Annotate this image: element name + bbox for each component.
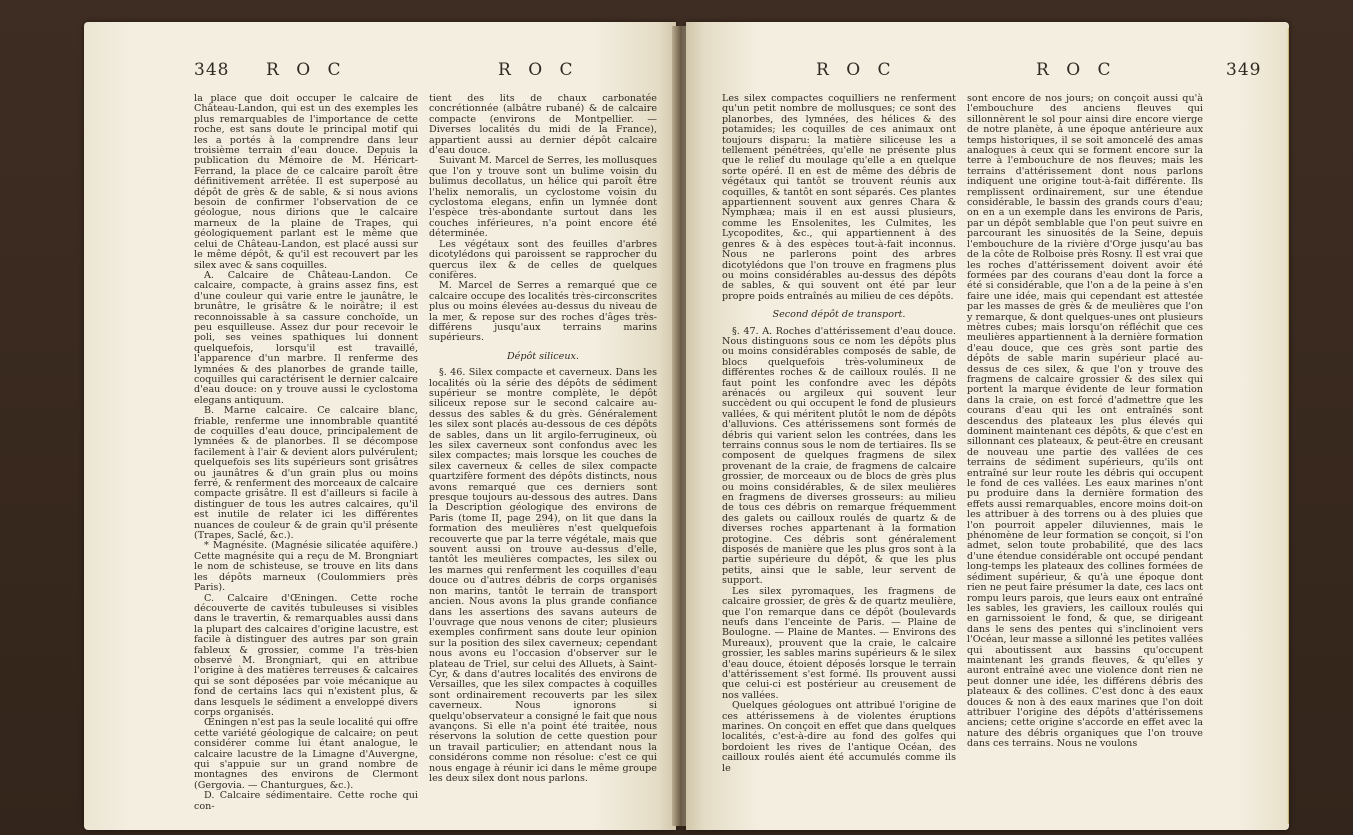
left-page-column-2	[429, 94, 657, 784]
paragraph: C. Calcaire d'Œningen. Cette roche découverte de cavités tubuleuses si visibles dans le travertin, & remarquables aussi dans la plupart des calcaires d'origine lacustre, est facile à distinguer des autres par son grain fableux & grossier, comme l'a très-bien observé M. Brongniart, qui en attribue l'origine à des matières terreuses & calcaires qui se sont déposées par voie mécanique au fond de certains lacs qui n'existent plus, & dans lesquels le sédiment a enveloppé divers corps organisés.	[194, 592, 418, 718]
right-page-header	[686, 60, 1289, 90]
section-heading: Dépôt siliceux.	[506, 350, 579, 362]
paragraph: B. Marne calcaire. Ce calcaire blanc, friable, renferme une innombrable quantité de coquilles d'eau douce, principalement de lymnées & de planorbes. Il se décompose facilement à l'air & devient alors pulvérulent; quelquefois ses lits supérieurs sont grisâtres ou jaunâtres & d'un grain plus ou moins ferré, & renferment des morceaux de calcaire compacte grisâtre. Il est d'ailleurs si facile à distinguer de tous les autres calcaires, qu'il est inutile de relater ici les différentes nuances de couleur & de grain qu'il présente (Trapes, Saclé, &c.).	[194, 405, 418, 542]
paragraph: * Magnésite. (Magnésie silicatée aquifère.) Cette magnésite qui a reçu de M. Brongniart le nom de schisteuse, se trouve en lits dans les dépôts marneux (Coulommiers près Paris).	[194, 540, 418, 594]
paragraph: tient des lits de chaux carbonatée concrétionnée (albâtre rubané) & de calcaire compacte (environs de Montpellier. — Diverses localités du midi de la France), appartient aussi au dernier dépôt calcaire d'eau douce.	[429, 93, 657, 157]
paragraph: D. Calcaire sédimentaire. Cette roche qui con-	[194, 790, 418, 812]
right-page-column-2	[967, 94, 1203, 750]
paragraph: §. 47. A. Roches d'attérissement d'eau douce. Nous distinguons sous ce nom les dépôts plus ou moins considérables composés de sable, de blocs quelquefois très-volumineux de différentes roches & de cailloux roulés. Il ne faut point les confondre avec les dépôts arénacés ou argileux qui souvent leur succèdent ou qui occupent le fond de plusieurs vallées, & qui méritent plutôt le nom de dépôts d'alluvions. Ces attérissemens sont formés de débris qui varient selon les contrées, dans les terrains connus sous le nom de tertiaires. Ils se composent de quelques fragmens de silex provenant de la craie, de fragmens de calcaire grossier, de morceaux ou de blocs de grès plus ou moins considérables, & de silex meulières en fragmens de diverses grosseurs: au milieu de tous ces débris on remarque fréquemment des galets ou cailloux roulés de quartz & de diverses roches appartenant à la formation protogine. Ces débris sont généralement disposés de manière que les plus gros sont à la partie supérieure du dépôt, & que les plus petits, ainsi que le sable, leur servent de support.	[722, 325, 956, 587]
right-page	[686, 22, 1289, 830]
paragraph: Œningen n'est pas la seule localité qui offre cette variété géologique de calcaire; on peut considérer comme lui étant analogue, le calcaire lacustre de la Limagne d'Auvergne, qui s'appuie sur un grand nombre de montagnes des environs de Clermont (Gergovia. — Chanturgues, &c.).	[194, 717, 418, 791]
paragraph: §. 46. Silex compacte et caverneux. Dans les localités où la série des dépôts de sédiment supérieur se montre complète, le dépôt siliceux repose sur le second calcaire au-dessus des sables & du grès. Généralement les silex sont placés au-dessous de ces dépôts de sables, dans un lit argilo-ferrugineux, où les silex caverneux sont confondus avec les silex compactes; mais lorsque les couches de silex caverneux & celles de silex compacte quartzifère forment des dépôts distincts, nous avons remarqué que ces derniers sont presque toujours au-dessous des autres. Dans la Description géologique des environs de Paris (tome II, page 294), on lit que dans la formation des meulières n'est quelquefois recouverte que par la terre végétale, mais que souvent aussi on trouve au-dessus d'elle, tantôt les meulières compactes, les silex ou les marnes qui renferment les coquilles d'eau douce ou d'autres débris de corps organisés non marins, tantôt le terrain de transport ancien. Nous avons la plus grande confiance dans les assertions des savans auteurs de l'ouvrage que nous venons de citer; plusieurs exemples confirment sans doute leur opinion sur la position des silex caverneux; cependant nous avons eu l'occasion d'observer sur le plateau de Triel, sur celui des Alluets, à Saint-Cyr, & dans d'autres localités des environs de Versailles, que les silex compactes à coquilles sont ordinairement recouverts par les silex caverneux. Nous ignorons si quelqu'observateur a consigné le fait que nous avançons. Si elle n'a point été traitée, nous réservons la solution de cette question pour un travail particulier; en attendant nous la considérons comme non résolue: c'est ce qui nous engage à réunir ici dans le même groupe les deux silex dont nous parlons.	[429, 367, 657, 784]
running-head-left-col1: R O C	[266, 60, 347, 80]
left-page	[84, 22, 676, 830]
paragraph: Suivant M. Marcel de Serres, les mollusques que l'on y trouve sont un bulime voisin du bulimus decollatus, un hélice qui paroît être l'helix nemoralis, un cyclostome voisin du cyclostoma elegans, enfin un lymnée dont l'espèce très-abondante surtout dans les couches inférieures, n'a point encore été déterminée.	[429, 155, 658, 240]
paragraph: A. Calcaire de Château-Landon. Ce calcaire, compacte, à grains assez fins, est d'une couleur qui varie entre le jaunâtre, le brunâtre, le grisâtre & le noirâtre; il est reconnoissable à sa cassure conchoïde, un peu esquilleuse. Assez dur pour recevoir le poli, ses veines spathiques lui donnent quelquefois, lorsqu'il est travaillé, l'apparence d'un marbre. Il renferme des lymnées & des planorbes de grande taille, coquilles qui caractérisent le dernier calcaire d'eau douce: on y trouve aussi le cyclostoma elegans antiquum.	[194, 269, 418, 406]
page-number-right: 349	[1226, 60, 1262, 80]
paragraph: la place que doit occuper le calcaire de Château-Landon, qui est un des exemples les plus remarquables de l'importance de cette roche, est sans doute le principal motif qui les a portés à la comprendre dans leur troisième terrain d'eau douce. Depuis la publication du Mémoire de M. Héricart-Ferrand, la place de ce calcaire paroît être définitivement arrêtée. Il est superposé au dépôt de grès & de sable, & si nous avions besoin de confirmer l'observation de ce géologue, nous dirions que le calcaire marneux de la plaine de Trapes, qui géologiquement parlant est le même que celui de Château-Landon, est placé aussi sur le même dépôt, & qu'il est recouvert par les silex avec & sans coquilles.	[194, 93, 418, 271]
paragraph: Les végétaux sont des feuilles d'arbres dicotylédons qui paroissent se rapprocher du quercus ilex & de celles de quelques conifères.	[429, 238, 657, 281]
paragraph: Les silex compactes coquilliers ne renferment qu'un petit nombre de mollusques; ce sont des planorbes, des lymnées, des hélices & des potamides; les coquilles de ces animaux ont toujours disparu: la matière siliceuse les a tellement pénétrées, qu'elle ne présente plus que le relief du moulage qu'elle a en quelque sorte opéré. Il en est de même des débris de végétaux qui tantôt se trouvent réunis aux coquilles, & tantôt en sont séparés. Ces plantes appartiennent souvent aux genres Chara & Nymphæa; mais il en est aussi plusieurs, comme les Ensolenites, les Culmites, les Lycopodites, &c., qui appartiennent à des genres & à des espèces tout-à-fait inconnus. Nous ne parlerons point des arbres dicotylédons que l'on trouve en fragmens plus ou moins considérables au-dessus des dépôts de sables, & qui souvent ont été par leur propre poids entraînés au milieu de ces dépôts.	[722, 93, 956, 302]
paragraph: M. Marcel de Serres a remarqué que ce calcaire occupe des localités très-circonscrites plus ou moins élevées au-dessus du niveau de la mer, & repose sur des roches d'âges très-différens jusqu'aux terrains marins supérieurs.	[429, 280, 657, 344]
page-edge-decoration	[1287, 28, 1289, 824]
running-head-left-col2: R O C	[498, 60, 579, 80]
section-heading: Second dépôt de transport.	[772, 309, 906, 321]
paragraph: sont encore de nos jours; on conçoit aussi qu'à l'embouchure des anciens fleuves qui sillonnèrent le sol pour ainsi dire encore vierge de notre planète, à une époque antérieure aux temps historiques, il se soit amoncelé des amas analogues à ceux qui se forment encore sur la terre à l'embouchure de nos fleuves; mais les terrains d'attérissement dont nous parlons indiquent une origine tout-à-fait différente. Ils remplissent ordinairement, sur une étendue considérable, le bassin des grands cours d'eau; on en a un exemple dans les environs de Paris, par un dépôt semblable que l'on peut suivre en parcourant les sinuosités de la Seine, depuis l'embouchure de la rivière d'Orge jusqu'au bas de la côte de Rolboise près Rosny. Il est vrai que les roches d'attérissement doivent avoir été formées par des courans d'eau dont la force a été si considérable, que l'on a de la peine à s'en faire une idée, mais qui cependant est attestée par les masses de grès & de meulières que l'on y remarque, & dont quelques-unes ont plusieurs mètres cubes; mais lorsqu'on réfléchit que ces meulières appartiennent à la dernière formation d'eau douce, que ces grès sont partie des dépôts de sable marin supérieur placé au-dessus de ces silex, & que l'on y trouve des fragmens de calcaire grossier & des silex qui portent la marque évidente de leur formation dans la craie, on est forcé d'admettre que les courans d'eau qui les ont entraînés sont descendus des plateaux les plus élevés qui dominent maintenant ces dépôts, & que c'est en sillonnant ces plateaux, & peut-être en creusant de nouveau une partie des vallées de ces terrains de sédiment supérieurs, qu'ils ont entraîné sur leur route les débris qui occupent le fond de ces vallées. Les eaux marines n'ont pu produire dans la dernière formation des effets aussi remarquables, encore moins doit-on les attribuer à des torrens ou à des pluies que l'on pourroit appeler diluviennes, mais le phénomène de leur formation se conçoit, si l'on admet, selon toute probabilité, que des lacs d'une étendue considérable ont occupé pendant long-temps les plateaux des collines formées de sédiment supérieur, & qu'à une époque dont rien ne peut faire présumer la date, ces lacs ont rompu leurs parois, que leurs eaux ont entraîné les sables, les graviers, les cailloux roulés qui en garnissoient le fond, & que, se dirigeant dans le sens des pentes qui s'inclinoient vers l'Océan, leur masse a sillonné les petites vallées qui aboutissent aux bassins qu'occupent maintenant les grands fleuves, & qu'elles y auront entraîné avec une violence dont rien ne peut donner une idée, les différens débris des plateaux & des collines. C'est donc à des eaux douces & non à des eaux marines que l'on doit attribuer l'origine des dépôts d'attérissemens anciens; cette origine s'accorde en effet avec la nature des débris organiques que l'on trouve dans ces terrains. Nous ne voulons	[967, 93, 1203, 750]
right-page-column-1	[722, 94, 956, 774]
paragraph: Les silex pyromaques, les fragmens de calcaire grossier, de grès & de quartz meulière, que l'on remarque dans ce dépôt (boulevards neufs dans l'enceinte de Paris. — Plaine de Boulogne. — Plaine de Mantes. — Environs des Mureaux), prouvent que la craie, le calcaire grossier, les sables marins supérieurs & le silex d'eau douce, étoient déposés lorsque le terrain d'attérissement s'est formé. Ils prouvent aussi que celui-ci est postérieur au creusement de nos vallées.	[722, 585, 956, 701]
running-head-right-col2: R O C	[1036, 60, 1117, 80]
left-page-header	[84, 60, 676, 90]
book-spread	[84, 22, 1289, 830]
running-head-right-col1: R O C	[816, 60, 897, 80]
left-page-column-1	[194, 94, 418, 812]
page-number-left: 348	[194, 60, 230, 80]
paragraph: Quelques géologues ont attribué l'origine de ces attérissemens à de violentes éruptions marines. On conçoit en effet que dans quelques localités, c'est-à-dire au fond des golfes qui bordoient les rives de l'antique Océan, des cailloux roulés aient été accumulés comme ils le	[722, 700, 956, 774]
